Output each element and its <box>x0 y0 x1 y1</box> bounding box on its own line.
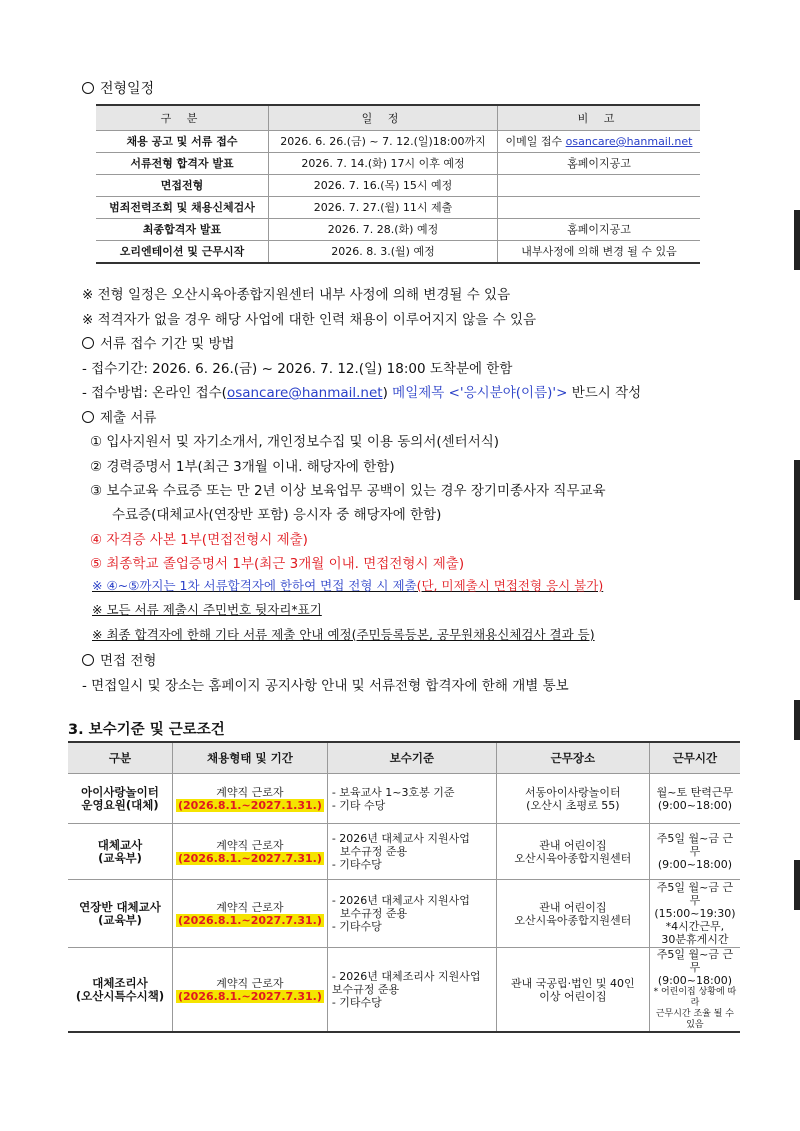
scan-edge-fragment <box>794 700 800 740</box>
table-row <box>68 948 740 1033</box>
row-note <box>498 175 701 197</box>
row-category: 아이사랑놀이터 운영요원(대체) <box>68 774 173 824</box>
interview-detail: - 면접일시 및 장소는 홈페이지 공지사항 안내 및 서류전형 합격자에 한해 개별 통보 <box>82 678 569 694</box>
row-pay: - 2026년 대체조리사 지원사업 보수규정 준용 - 기타수당 <box>327 948 496 1033</box>
row-category: 대체교사 (교육부) <box>68 824 173 880</box>
doc-item-5: ⑤ 최종학교 졸업증명서 1부(최근 3개월 이내. 면접전형시 제출) <box>90 556 465 572</box>
doc-item-3-cont: 수료증(대체교사(연장반 포함) 응시자 중 해당자에 한함) <box>112 507 442 523</box>
row-category: 연장반 대체교사 (교육부) <box>68 880 173 948</box>
pay-table-header <box>68 742 740 774</box>
row-date: 2026. 7. 27.(월) 11시 제출 <box>269 197 498 219</box>
row-date: 2026. 7. 28.(화) 예정 <box>269 219 498 241</box>
pay-table <box>68 741 740 1033</box>
doc-note-id: ※ 모든 서류 제출시 주민번호 뒷자리*표기 <box>92 602 322 617</box>
schedule-table <box>96 104 700 264</box>
schedule-table-header <box>96 105 700 131</box>
row-label: 범죄전력조회 및 채용신체검사 <box>96 197 269 219</box>
table-row <box>96 241 700 264</box>
row-label: 서류전형 합격자 발표 <box>96 153 269 175</box>
row-note <box>498 197 701 219</box>
row-place: 관내 국공립·법인 및 40인 이상 어린이집 <box>496 948 649 1033</box>
note-no-hire: ※ 적격자가 없을 경우 해당 사업에 대한 인력 채용이 이루어지지 않을 수 있음 <box>82 312 537 328</box>
doc-item-4: ④ 자격증 사본 1부(면접전형시 제출) <box>90 532 308 548</box>
doc-item-3: ③ 보수교육 수료증 또는 만 2년 이상 보육업무 공백이 있는 경우 장기미종사자 직무교육 <box>90 483 606 499</box>
row-date: 2026. 6. 26.(금) ~ 7. 12.(일)18:00까지 <box>269 131 498 153</box>
docs-heading: 제출 서류 <box>82 406 156 426</box>
doc-note-submit: ※ ④~⑤까지는 1차 서류합격자에 한하여 면접 전형 시 제출(단, 미제출시 면접전형 응시 불가) <box>92 578 604 593</box>
table-row <box>68 880 740 948</box>
row-employment: 계약직 근로자 (2026.8.1.~2027.7.31.) <box>173 824 328 880</box>
row-note: 이메일 접수 osancare@hanmail.net <box>498 131 701 153</box>
table-row <box>68 824 740 880</box>
table-row <box>96 175 700 197</box>
header-type: 구분 <box>68 742 173 774</box>
doc-item-2: ② 경력증명서 1부(최근 3개월 이내. 해당자에 한함) <box>90 459 395 475</box>
circle-bullet-icon <box>82 654 94 666</box>
circle-bullet-icon <box>82 411 94 423</box>
header-schedule: 일 정 <box>269 105 498 131</box>
row-note: 내부사정에 의해 변경 될 수 있음 <box>498 241 701 264</box>
period-highlight: (2026.8.1.~2027.7.31.) <box>178 851 322 865</box>
header-pay: 보수기준 <box>327 742 496 774</box>
period-highlight: (2026.8.1.~2027.7.31.) <box>178 913 322 927</box>
table-row <box>96 153 700 175</box>
row-hours: 주5일 월~금 근무 (15:00~19:30) *4시간근무, 30분휴게시간 <box>649 880 740 948</box>
row-hours: 주5일 월~금 근무 (9:00~18:00) * 어린이집 상황에 따라 근무시간 조율 될 수 있음 <box>649 948 740 1033</box>
row-label: 면접전형 <box>96 175 269 197</box>
row-date: 2026. 7. 14.(화) 17시 이후 예정 <box>269 153 498 175</box>
row-hours: 주5일 월~금 근무 (9:00~18:00) <box>649 824 740 880</box>
row-employment: 계약직 근로자 (2026.8.1.~2027.7.31.) <box>173 948 328 1033</box>
circle-bullet-icon <box>82 337 94 349</box>
row-place: 관내 어린이집 오산시육아종합지원센터 <box>496 824 649 880</box>
row-place: 관내 어린이집 오산시육아종합지원센터 <box>496 880 649 948</box>
header-remarks: 비 고 <box>498 105 701 131</box>
doc-item-1: ① 입사지원서 및 자기소개서, 개인정보수집 및 이용 동의서(센터서식) <box>90 434 500 450</box>
circle-bullet-icon <box>82 82 94 94</box>
header-employment: 채용형태 및 기간 <box>173 742 328 774</box>
period-highlight: (2026.8.1.~2027.7.31.) <box>178 989 322 1003</box>
row-note: 홈페이지공고 <box>498 219 701 241</box>
header-category: 구 분 <box>96 105 269 131</box>
doc-note-final: ※ 최종 합격자에 한해 기타 서류 제출 안내 예정(주민등록등본, 공무원채용신체검사 결과 등) <box>92 627 595 642</box>
table-row <box>96 197 700 219</box>
header-hours: 근무시간 <box>649 742 740 774</box>
receipt-method: - 접수방법: 온라인 접수(osancare@hanmail.net) 메일제목 <'응시분야(이름)'> 반드시 작성 <box>82 385 642 401</box>
row-category: 대체조리사 (오산시특수시책) <box>68 948 173 1033</box>
row-pay: - 2026년 대체교사 지원사업 보수규정 준용 - 기타수당 <box>327 880 496 948</box>
period-highlight: (2026.8.1.~2027.1.31.) <box>178 798 322 812</box>
row-place: 서동아이사랑놀이터 (오산시 초평로 55) <box>496 774 649 824</box>
receipt-heading: 서류 접수 기간 및 방법 <box>82 332 235 352</box>
row-pay: - 2026년 대체교사 지원사업 보수규정 준용 - 기타수당 <box>327 824 496 880</box>
note-schedule-change: ※ 전형 일정은 오산시육아종합지원센터 내부 사정에 의해 변경될 수 있음 <box>82 287 511 303</box>
row-label: 최종합격자 발표 <box>96 219 269 241</box>
row-pay: - 보육교사 1~3호봉 기준 - 기타 수당 <box>327 774 496 824</box>
row-note: 홈페이지공고 <box>498 153 701 175</box>
row-label: 채용 공고 및 서류 접수 <box>96 131 269 153</box>
email-link[interactable]: osancare@hanmail.net <box>226 385 383 401</box>
table-row <box>68 774 740 824</box>
email-link[interactable]: osancare@hanmail.net <box>565 135 693 148</box>
scan-edge-fragment <box>794 860 800 910</box>
header-place: 근무장소 <box>496 742 649 774</box>
row-hours: 월~토 탄력근무 (9:00~18:00) <box>649 774 740 824</box>
interview-heading: 면접 전형 <box>82 649 156 669</box>
table-row <box>96 219 700 241</box>
row-employment: 계약직 근로자 (2026.8.1.~2027.7.31.) <box>173 880 328 948</box>
row-label: 오리엔테이션 및 근무시작 <box>96 241 269 264</box>
row-date: 2026. 7. 16.(목) 15시 예정 <box>269 175 498 197</box>
section-3-title: 3. 보수기준 및 근로조건 <box>68 722 225 738</box>
table-row <box>96 131 700 153</box>
receipt-period: - 접수기간: 2026. 6. 26.(금) ~ 2026. 7. 12.(일) 18:00 도착분에 한함 <box>82 361 513 377</box>
row-employment: 계약직 근로자 (2026.8.1.~2027.1.31.) <box>173 774 328 824</box>
scan-edge-fragment <box>794 210 800 270</box>
row-date: 2026. 8. 3.(월) 예정 <box>269 241 498 264</box>
scan-edge-fragment <box>794 460 800 600</box>
schedule-heading: 전형일정 <box>82 78 154 98</box>
